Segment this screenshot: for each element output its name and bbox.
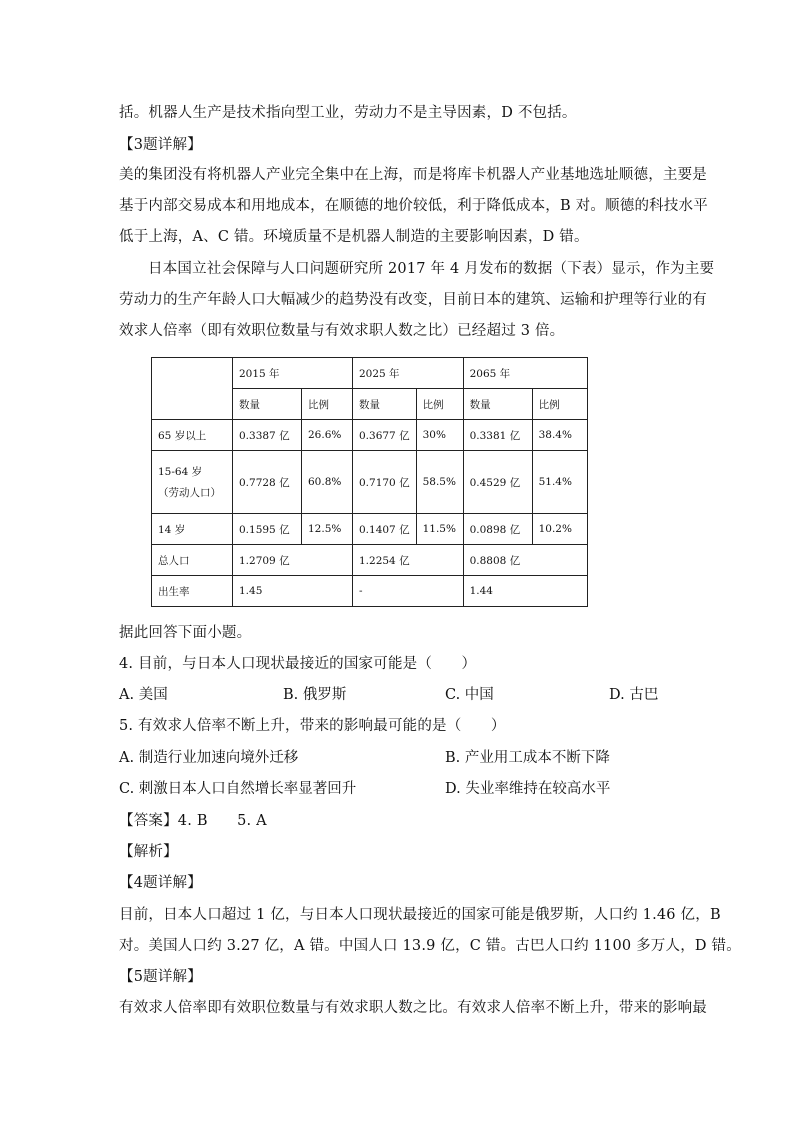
table-cell: 1.44 (463, 576, 587, 607)
question-option: B. 俄罗斯 (283, 687, 347, 703)
table-cell: 26.6% (302, 420, 353, 451)
question-option: A. 美国 (119, 687, 168, 703)
table-cell: 51.4% (532, 451, 587, 514)
paragraph-line: 效求人倍率（即有效职位数量与有效求职人数之比）已经超过 3 倍。 (119, 323, 565, 339)
table-row-label-line: （劳动人口） (158, 487, 221, 499)
table-cell: 0.0898 亿 (463, 514, 532, 545)
paragraph-line: 日本国立社会保障与人口问题研究所 2017 年 4 月发布的数据（下表）显示，作为主要 (148, 261, 715, 277)
table-row-label: 总人口 (152, 545, 233, 576)
population-table (151, 357, 588, 607)
table-row-label (152, 451, 233, 514)
table-cell: 12.5% (302, 514, 353, 545)
table-cell: 60.8% (302, 451, 353, 514)
table-row-label: 65 岁以上 (152, 420, 233, 451)
answer-line: 【答案】4. B 5. A (119, 813, 267, 829)
table-cell: 0.3387 亿 (233, 420, 302, 451)
question-option: B. 产业用工成本不断下降 (445, 750, 610, 766)
table-cell: 0.4529 亿 (463, 451, 532, 514)
table-cell: 1.45 (233, 576, 353, 607)
question-stem: 4. 目前，与日本人口现状最接近的国家可能是（ ） (119, 656, 477, 672)
table-cell: 11.5% (416, 514, 463, 545)
question-stem: 5. 有效求人倍率不断上升，带来的影响最可能的是（ ） (119, 718, 506, 734)
paragraph-line: 美的集团没有将机器人产业完全集中在上海，而是将库卡机器人产业基地选址顺德，主要是 (119, 167, 707, 183)
table-corner-cell (152, 358, 233, 420)
table-year-header: 2025 年 (353, 358, 464, 389)
table-sub-header: 比例 (302, 389, 353, 420)
table-cell: 0.7170 亿 (353, 451, 417, 514)
table-sub-header: 数量 (353, 389, 417, 420)
table-cell: 1.2709 亿 (233, 545, 353, 576)
table-cell: 58.5% (416, 451, 463, 514)
section-heading: 【3题详解】 (119, 137, 202, 153)
paragraph-line: 基于内部交易成本和用地成本，在顺德的地价较低，利于降低成本，B 对。顺德的科技水平 (119, 198, 708, 214)
table-cell: 0.1407 亿 (353, 514, 417, 545)
table-cell: 10.2% (532, 514, 587, 545)
paragraph-line: 对。美国人口约 3.27 亿，A 错。中国人口 13.9 亿，C 错。古巴人口约 1100 多万人，D 错。 (119, 938, 741, 954)
paragraph-line: 有效求人倍率即有效职位数量与有效求职人数之比。有效求人倍率不断上升，带来的影响最 (119, 1000, 707, 1016)
question-option: D. 失业率维持在较高水平 (445, 781, 611, 797)
table-sub-header: 数量 (463, 389, 532, 420)
question-option: A. 制造行业加速向境外迁移 (119, 750, 299, 766)
table-cell: - (353, 576, 464, 607)
paragraph-line: 据此回答下面小题。 (119, 625, 252, 641)
table-sub-header: 数量 (233, 389, 302, 420)
table-row-label: 出生率 (152, 576, 233, 607)
table-year-header: 2015 年 (233, 358, 353, 389)
table-cell: 0.1595 亿 (233, 514, 302, 545)
section-heading: 【解析】 (119, 844, 178, 860)
paragraph-line: 目前，日本人口超过 1 亿，与日本人口现状最接近的国家可能是俄罗斯，人口约 1.46 亿，B (119, 907, 721, 923)
question-option: D. 古巴 (609, 687, 659, 703)
paragraph-line: 括。机器人生产是技术指向型工业，劳动力不是主导因素，D 不包括。 (119, 105, 577, 121)
table-sub-header: 比例 (416, 389, 463, 420)
table-cell: 30% (416, 420, 463, 451)
table-cell: 38.4% (532, 420, 587, 451)
table-cell: 0.3381 亿 (463, 420, 532, 451)
section-heading: 【4题详解】 (119, 875, 202, 891)
table-cell: 0.7728 亿 (233, 451, 302, 514)
paragraph-line: 低于上海，A、C 错。环境质量不是机器人制造的主要影响因素，D 错。 (119, 229, 589, 245)
section-heading: 【5题详解】 (119, 969, 202, 985)
table-sub-header: 比例 (532, 389, 587, 420)
table-cell: 1.2254 亿 (353, 545, 464, 576)
question-option: C. 刺激日本人口自然增长率显著回升 (119, 781, 357, 797)
table-row-label: 14 岁 (152, 514, 233, 545)
paragraph-line: 劳动力的生产年龄人口大幅减少的趋势没有改变，目前日本的建筑、运输和护理等行业的有 (119, 292, 707, 308)
table-cell: 0.8808 亿 (463, 545, 587, 576)
table-row-label-line: 15-64 岁 (158, 466, 203, 478)
table-cell: 0.3677 亿 (353, 420, 417, 451)
table-year-header: 2065 年 (463, 358, 587, 389)
question-option: C. 中国 (445, 687, 494, 703)
